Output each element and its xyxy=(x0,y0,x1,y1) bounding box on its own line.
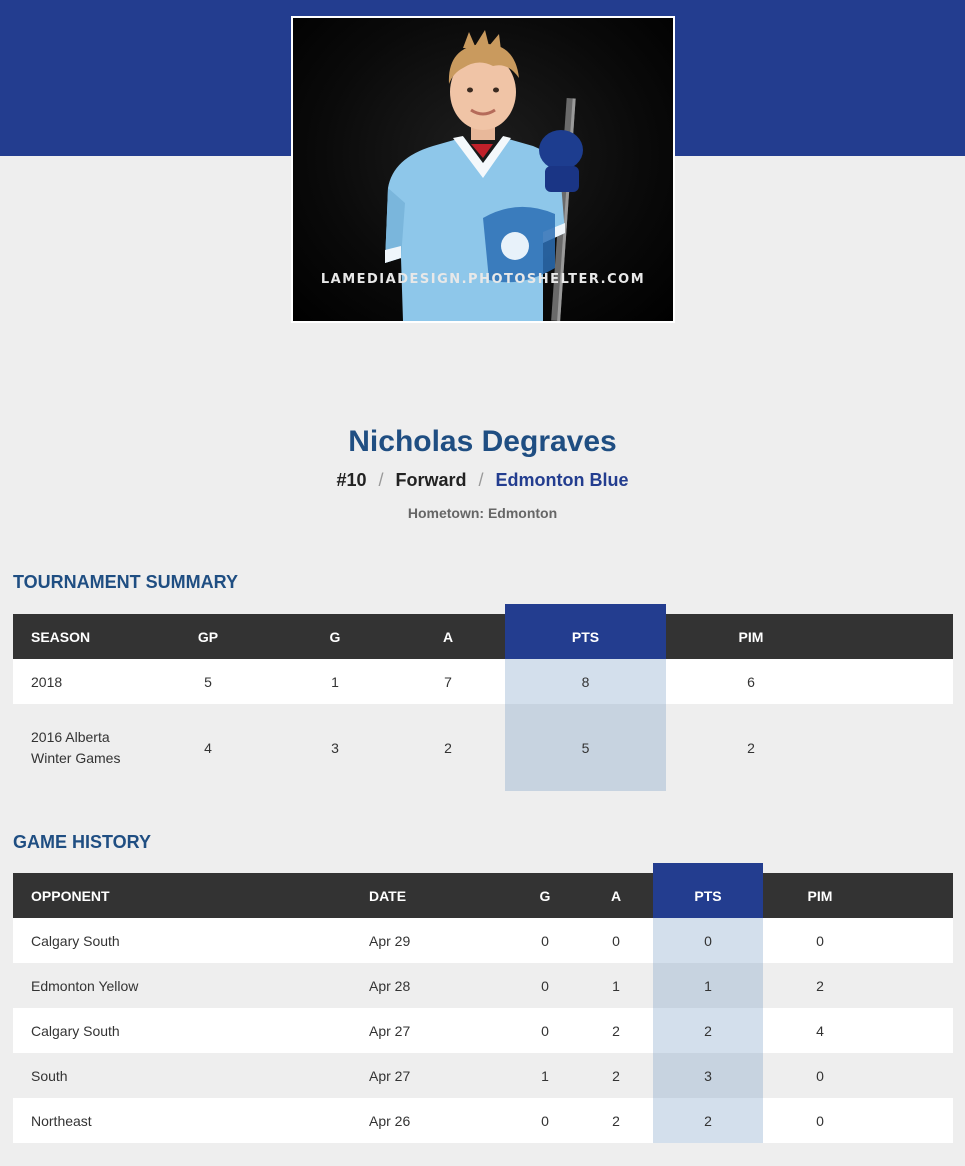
cell-pts: 0 xyxy=(653,918,763,963)
cell-date: Apr 26 xyxy=(369,1112,411,1129)
cell-a: 2 xyxy=(612,1067,620,1084)
cell-pim: 0 xyxy=(816,932,824,949)
cell-pts: 1 xyxy=(653,963,763,1008)
player-photo-frame xyxy=(291,16,675,323)
table-header-row xyxy=(13,614,953,659)
column-header-date[interactable]: DATE xyxy=(369,887,407,904)
player-number: #10 xyxy=(336,470,367,490)
cell-season-text: 2016 Alberta Winter Games xyxy=(31,728,121,766)
tournament-summary-table xyxy=(13,604,953,791)
table-row xyxy=(13,704,953,791)
pts-column-cap xyxy=(505,604,666,614)
cell-g: 0 xyxy=(541,977,549,994)
cell-gp: 4 xyxy=(204,739,212,756)
cell-g: 3 xyxy=(331,739,339,756)
column-header-pim[interactable]: PIM xyxy=(738,628,764,645)
cell-date: Apr 27 xyxy=(369,1067,411,1084)
player-position: Forward xyxy=(395,470,467,490)
column-header-a[interactable]: A xyxy=(610,887,622,904)
column-header-g[interactable]: G xyxy=(539,887,551,904)
table-row xyxy=(13,1008,953,1053)
cell-a: 7 xyxy=(444,673,452,690)
table-row xyxy=(13,1098,953,1143)
table-row xyxy=(13,659,953,704)
column-header-gp[interactable]: GP xyxy=(197,628,219,645)
meta-separator: / xyxy=(378,470,384,490)
cell-pim: 0 xyxy=(816,1067,824,1084)
player-hometown: Hometown: Edmonton xyxy=(407,505,558,521)
cell-g: 1 xyxy=(331,673,339,690)
cell-pts: 3 xyxy=(653,1053,763,1098)
cell-opponent: Calgary South xyxy=(31,932,120,949)
cell-pim: 4 xyxy=(816,1022,824,1039)
cell-pim: 0 xyxy=(816,1112,824,1129)
cell-gp: 5 xyxy=(204,673,212,690)
cell-a: 1 xyxy=(612,977,620,994)
cell-pts: 2 xyxy=(653,1098,763,1143)
table-row xyxy=(13,918,953,963)
cell-g: 0 xyxy=(541,1112,549,1129)
column-header-g[interactable]: G xyxy=(329,628,341,645)
cell-season xyxy=(31,704,136,791)
game-history-table xyxy=(13,863,953,1143)
cell-opponent: Edmonton Yellow xyxy=(31,977,139,994)
cell-g: 1 xyxy=(541,1067,549,1084)
column-header-opponent[interactable]: OPPONENT xyxy=(31,887,110,904)
cell-pts: 5 xyxy=(505,704,666,791)
pts-column-cap xyxy=(653,863,763,873)
column-header-pim[interactable]: PIM xyxy=(807,887,833,904)
cell-pts: 8 xyxy=(505,659,666,704)
cell-date: Apr 29 xyxy=(369,932,411,949)
column-header-season[interactable]: SEASON xyxy=(31,628,91,645)
cell-pim: 6 xyxy=(747,673,755,690)
cell-pts: 2 xyxy=(653,1008,763,1053)
table-row xyxy=(13,1053,953,1098)
cell-g: 0 xyxy=(541,1022,549,1039)
game-history-title: GAME HISTORY xyxy=(13,832,152,852)
cell-opponent: Northeast xyxy=(31,1112,92,1129)
player-name: Nicholas Degraves xyxy=(348,425,617,458)
column-header-pts[interactable]: PTS xyxy=(505,614,666,659)
column-header-pts[interactable]: PTS xyxy=(653,873,763,918)
cell-date: Apr 27 xyxy=(369,1022,411,1039)
player-team-link[interactable]: Edmonton Blue xyxy=(495,470,629,490)
player-photo xyxy=(293,18,673,321)
cell-a: 2 xyxy=(444,739,452,756)
player-meta xyxy=(0,470,965,491)
cell-a: 0 xyxy=(612,932,620,949)
cell-season: 2018 xyxy=(31,673,63,690)
cell-a: 2 xyxy=(612,1112,620,1129)
cell-pim: 2 xyxy=(816,977,824,994)
cell-a: 2 xyxy=(612,1022,620,1039)
tournament-summary-title: TOURNAMENT SUMMARY xyxy=(13,572,238,592)
photo-watermark: LAMEDIADESIGN.PHOTOSHELTER.COM xyxy=(320,272,646,287)
column-header-a[interactable]: A xyxy=(442,628,454,645)
cell-g: 0 xyxy=(541,932,549,949)
meta-separator: / xyxy=(478,470,484,490)
table-header-row xyxy=(13,873,953,918)
cell-opponent: South xyxy=(31,1067,68,1084)
table-row xyxy=(13,963,953,1008)
cell-date: Apr 28 xyxy=(369,977,411,994)
cell-opponent: Calgary South xyxy=(31,1022,120,1039)
cell-pim: 2 xyxy=(747,739,755,756)
